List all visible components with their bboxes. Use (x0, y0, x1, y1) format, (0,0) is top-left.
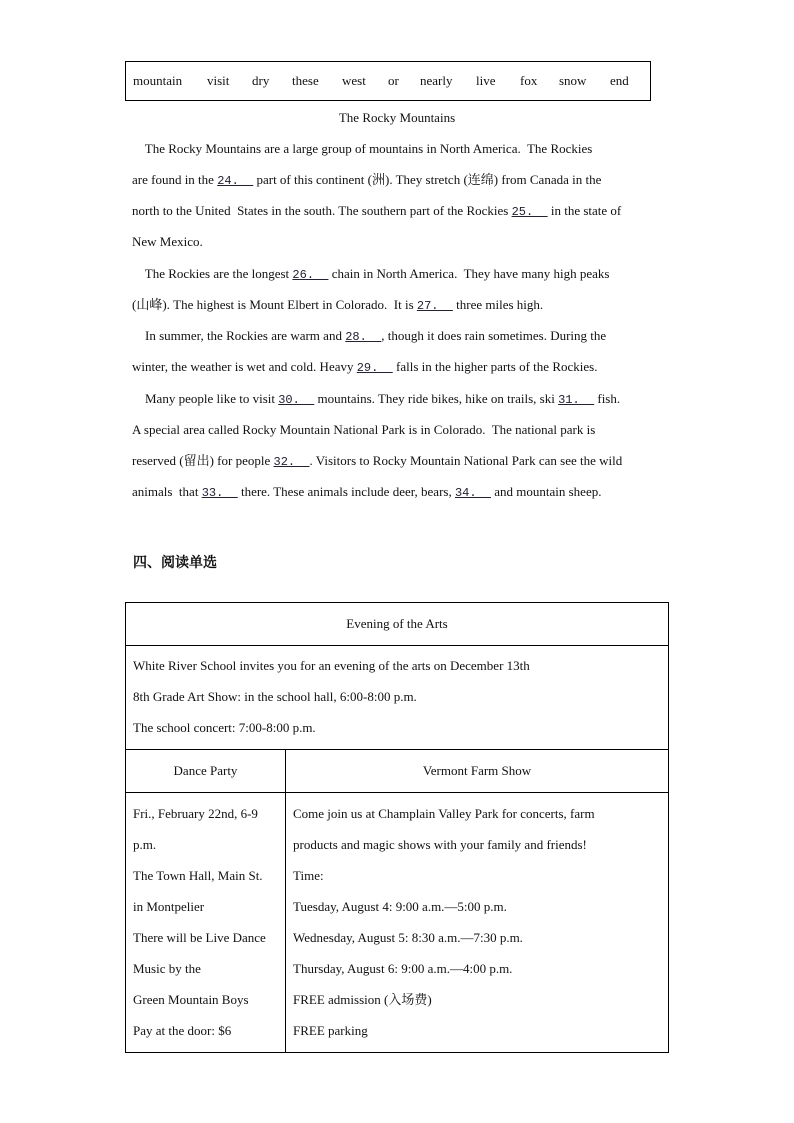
word-bank-item: snow (559, 73, 587, 88)
word-bank-item: or (388, 73, 399, 88)
answer-blank[interactable]: 32. (273, 455, 310, 469)
flyer-line: FREE parking (293, 1023, 368, 1038)
answer-blank[interactable]: 30. (278, 393, 315, 407)
word-bank-item: west (342, 73, 366, 88)
passage-line (132, 358, 597, 377)
passage-text: (山峰). The highest is Mount Elbert in Colorado. It is (132, 297, 417, 312)
word-bank-item: nearly (420, 73, 453, 88)
answer-blank[interactable]: 25. (511, 205, 548, 219)
flyer-line: There will be Live Dance (133, 930, 266, 945)
dance-party-header: Dance Party (126, 750, 286, 793)
passage-text: three miles high. (452, 297, 544, 312)
passage-line (132, 327, 606, 346)
answer-blank[interactable]: 24. (217, 174, 254, 188)
passage-text: , though it does rain sometimes. During the (381, 328, 607, 343)
flyer-line: The Town Hall, Main St. (133, 868, 263, 883)
flyer-line: Time: (293, 868, 324, 883)
farm-show-header: Vermont Farm Show (286, 750, 669, 793)
flyer-line: White River School invites you for an evening of the arts on December 13th (133, 658, 530, 673)
flyer-line: Come join us at Champlain Valley Park for concerts, farm (293, 806, 595, 821)
flyer-line: FREE admission (入场费) (293, 992, 432, 1007)
answer-blank[interactable]: 27. (416, 299, 453, 313)
passage-line (132, 140, 592, 158)
passage-text: in the state of (547, 203, 622, 218)
passage-line (132, 421, 595, 439)
word-bank-item: end (610, 73, 629, 88)
flyer-line: Music by the (133, 961, 201, 976)
flyer-line: 8th Grade Art Show: in the school hall, 6:00-8:00 p.m. (133, 689, 417, 704)
flyer-line: Wednesday, August 5: 8:30 a.m.—7:30 p.m. (293, 930, 523, 945)
farm-show-details (286, 793, 669, 1053)
passage-text: mountains. They ride bikes, hike on trails, ski (314, 391, 559, 406)
passage-text: winter, the weather is wet and cold. Heavy (132, 359, 357, 374)
answer-blank[interactable]: 31. (558, 393, 595, 407)
word-bank-box (125, 61, 651, 101)
answer-blank[interactable]: 28. (345, 330, 382, 344)
passage-line (132, 390, 620, 409)
passage-text: The Rockies are the longest (132, 266, 293, 281)
passage-line (132, 296, 543, 315)
answer-blank[interactable]: 34. (454, 486, 491, 500)
passage-text: The Rocky Mountains are a large group of mountains in North America. The Rockies (132, 141, 593, 156)
flyer-line: Tuesday, August 4: 9:00 a.m.—5:00 p.m. (293, 899, 507, 914)
flyer-title: Evening of the Arts (126, 603, 669, 646)
passage-line (132, 483, 601, 502)
flyer-line: products and magic shows with your family and friends! (293, 837, 587, 852)
answer-blank[interactable]: 26. (292, 268, 329, 282)
passage-text: In summer, the Rockies are warm and (132, 328, 346, 343)
word-bank-item: visit (207, 73, 230, 88)
dance-party-details (126, 793, 286, 1053)
flyer-line: The school concert: 7:00-8:00 p.m. (133, 720, 316, 735)
passage-title: The Rocky Mountains (338, 110, 456, 125)
flyer-line: Pay at the door: $6 (133, 1023, 232, 1038)
passage-text: animals that (132, 484, 202, 499)
answer-blank[interactable]: 29. (356, 361, 393, 375)
flyer-line: Thursday, August 6: 9:00 a.m.—4:00 p.m. (293, 961, 513, 976)
passage-text: part of this continent (洲). They stretch (连绵) from Canada in the (253, 172, 602, 187)
passage-line (132, 202, 621, 221)
answer-blank[interactable]: 33. (201, 486, 238, 500)
passage-text: reserved (留出) for people (132, 453, 274, 468)
passage-line (132, 452, 622, 471)
word-bank-item: fox (520, 73, 538, 88)
word-bank-item: dry (252, 73, 270, 88)
flyer-intro (126, 646, 669, 750)
passage-text: and mountain sheep. (490, 484, 602, 499)
flyer-line: p.m. (133, 837, 157, 852)
flyer-line: in Montpelier (133, 899, 205, 914)
flyer-line: Green Mountain Boys (133, 992, 249, 1007)
passage-text: there. These animals include deer, bears, (237, 484, 455, 499)
word-bank-item: mountain (133, 73, 183, 88)
flyer-table (125, 602, 669, 1053)
passage-text: fish. (594, 391, 621, 406)
passage-text: A special area called Rocky Mountain National Park is in Colorado. The national park is (132, 422, 596, 437)
passage-text: north to the United States in the south. The southern part of the Rockies (132, 203, 512, 218)
flyer-line: Fri., February 22nd, 6-9 (133, 806, 258, 821)
passage-text: Many people like to visit (132, 391, 279, 406)
section-heading: 四、阅读单选 (133, 555, 217, 571)
passage-line (132, 171, 601, 190)
passage-text: chain in North America. They have many high peaks (328, 266, 610, 281)
passage-text: New Mexico. (132, 234, 203, 249)
passage-text: . Visitors to Rocky Mountain National Park can see the wild (309, 453, 623, 468)
passage-line (132, 265, 609, 284)
word-bank-item: live (476, 73, 496, 88)
passage-text: falls in the higher parts of the Rockies. (392, 359, 598, 374)
word-bank-item: these (292, 73, 319, 88)
passage-line (132, 233, 203, 251)
passage-text: are found in the (132, 172, 218, 187)
